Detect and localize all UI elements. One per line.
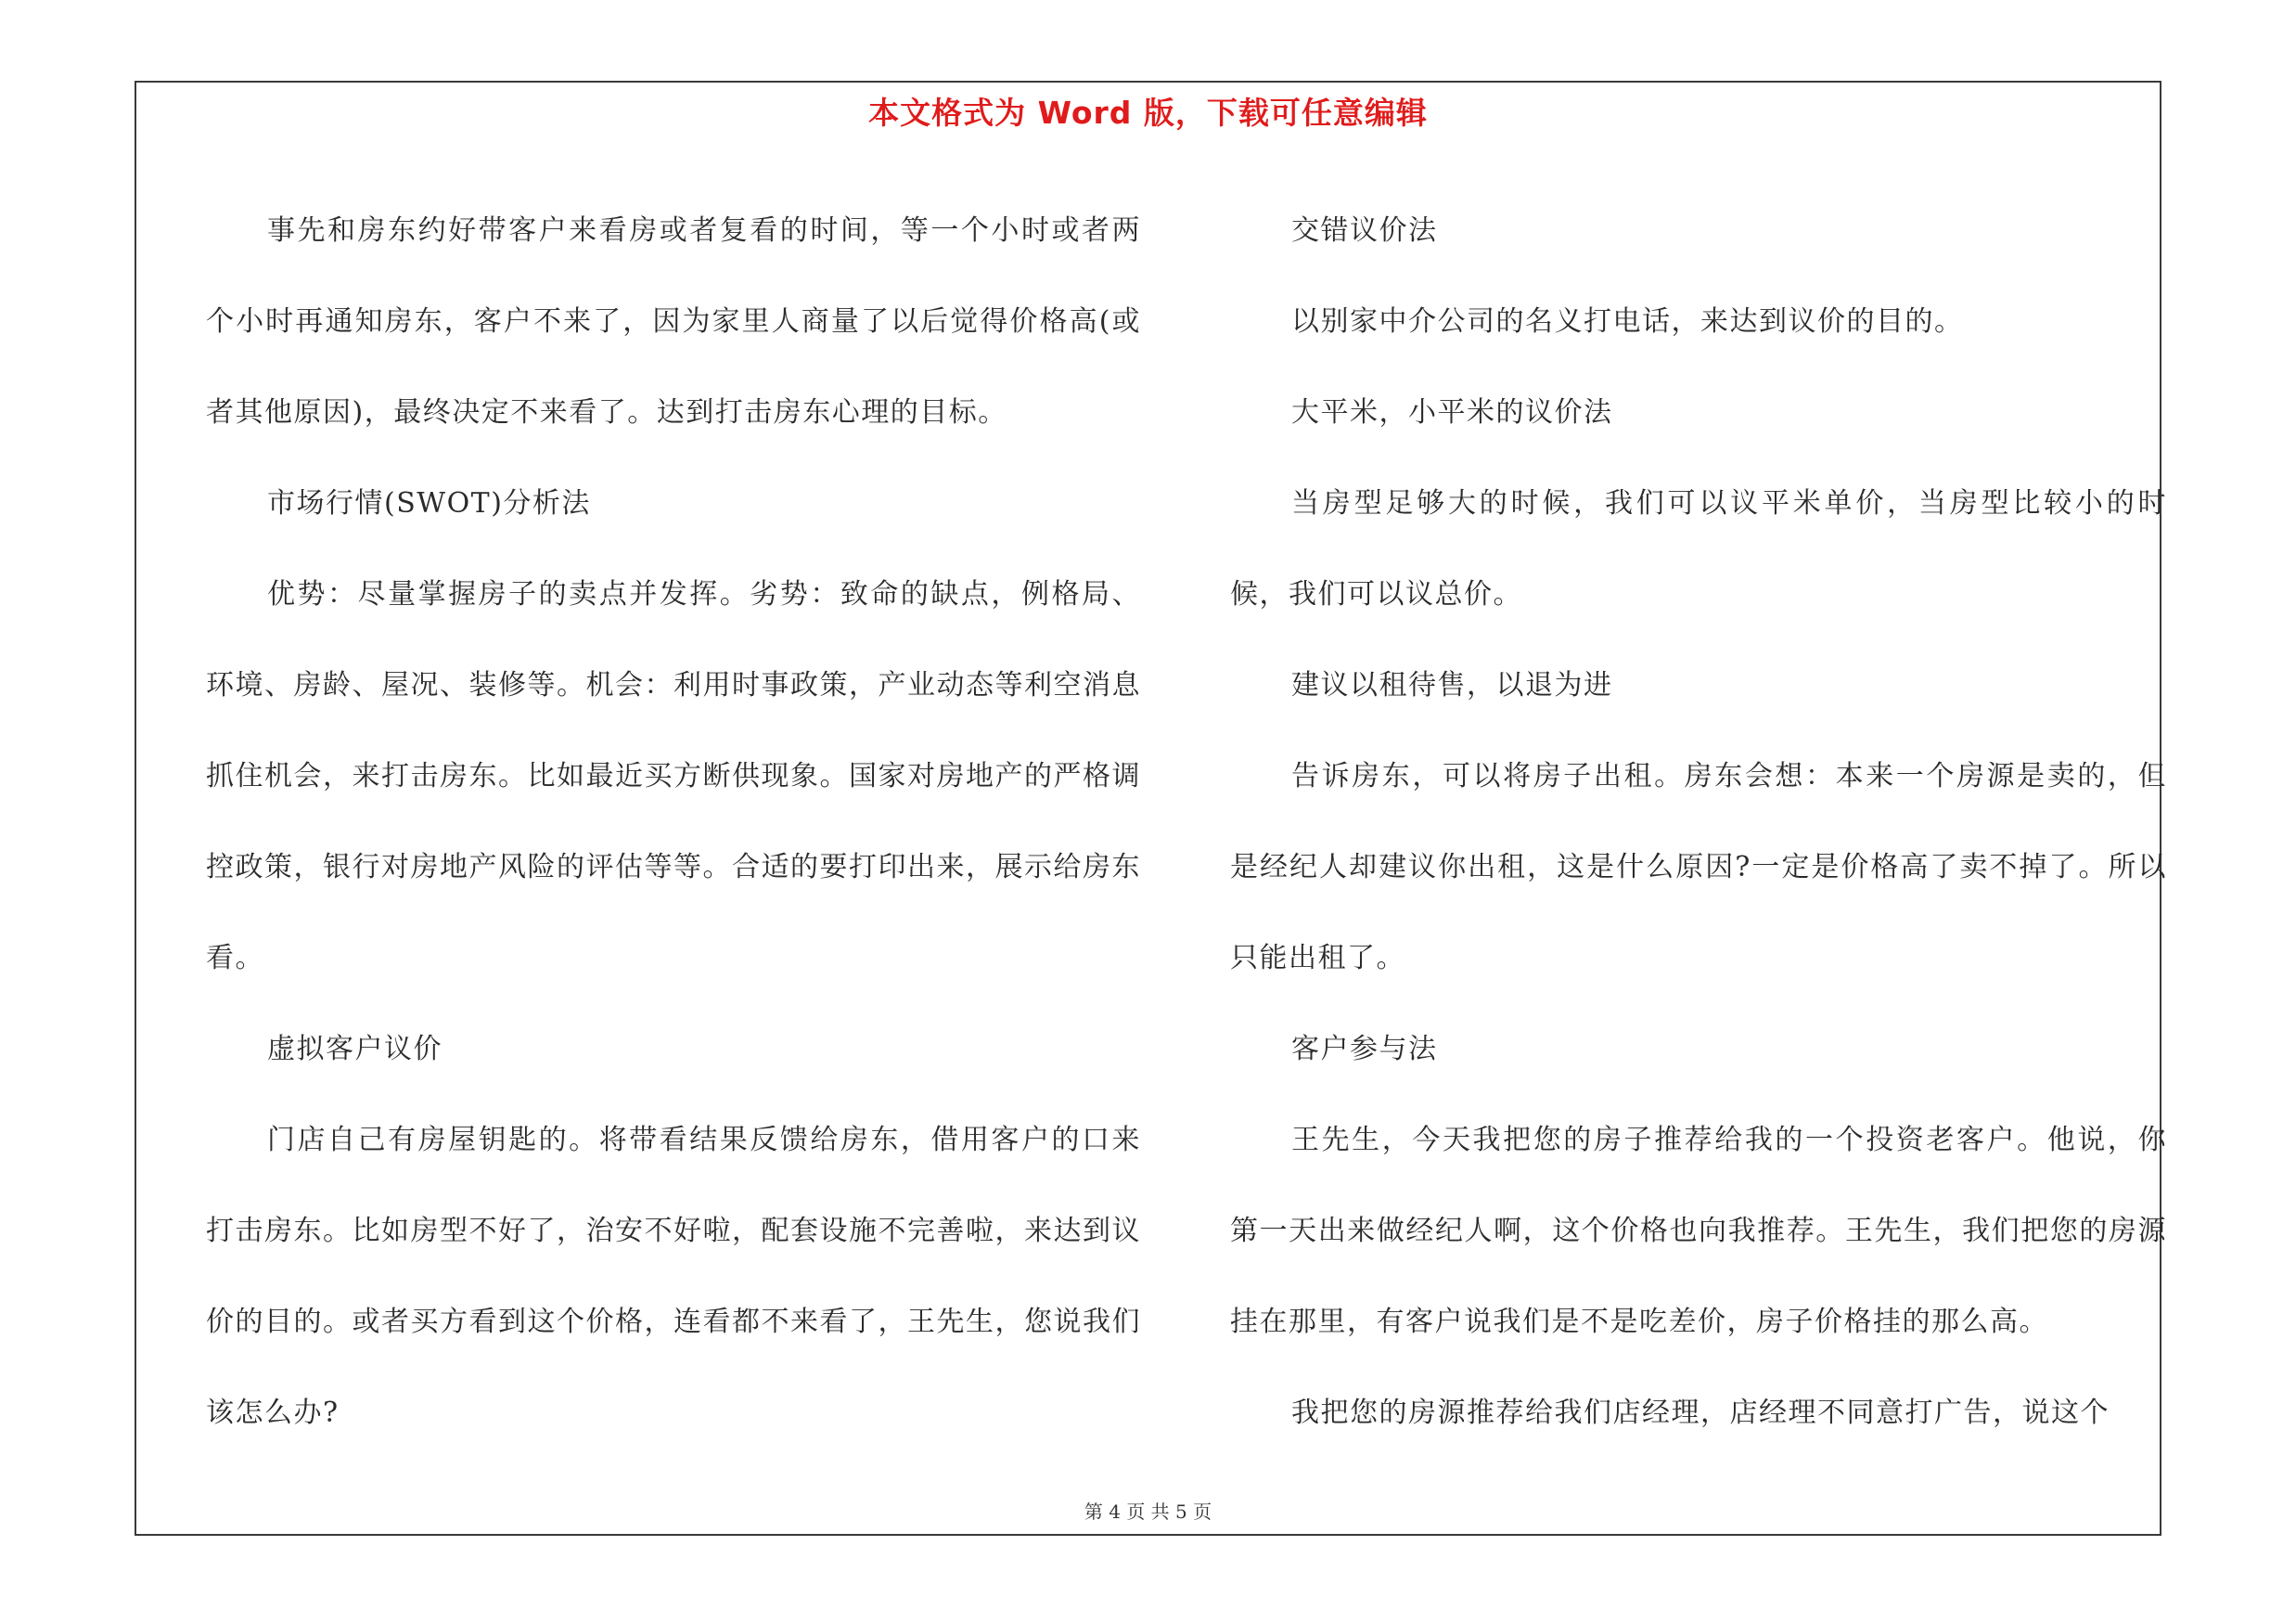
- right-text-column: [1230, 186, 2167, 1459]
- section-heading-rent-before-sale: 建议以租待售，以退为进: [1291, 669, 1613, 702]
- section-heading-client-participation: 客户参与法: [1291, 1033, 1438, 1065]
- section-heading-cross-bargain: 交错议价法: [1291, 214, 1438, 247]
- paragraph-client-participation: 王先生，今天我把您的房子推荐给我的一个投资老客户。他说，你第一天出来做经纪人啊，这个价格也向我推荐。王先生，我们把您的房源挂在那里，有客户说我们是不是吃差价，房子价格挂的那么高。: [1230, 1124, 2167, 1338]
- paragraph-virtual-client: 门店自己有房屋钥匙的。将带看结果反馈给房东，借用客户的口来打击房东。比如房型不好了，治安不好啦，配套设施不完善啦，来达到议价的目的。或者买方看到这个价格，连看都不来看了，王先生，您说我们该怎么办?: [206, 1124, 1141, 1429]
- paragraph-area-bargain: 当房型足够大的时候，我们可以议平米单价，当房型比较小的时候，我们可以议总价。: [1230, 487, 2167, 611]
- paragraph-cross-bargain: 以别家中介公司的名义打电话，来达到议价的目的。: [1291, 305, 1964, 338]
- section-heading-virtual-client: 虚拟客户议价: [267, 1033, 443, 1065]
- left-text-column: [206, 186, 1141, 1459]
- paragraph-store-manager: 我把您的房源推荐给我们店经理，店经理不同意打广告，说这个: [1291, 1397, 2110, 1429]
- paragraph-swot-analysis: 优势：尽量掌握房子的卖点并发挥。劣势：致命的缺点，例格局、环境、房龄、屋况、装修等。机会：利用时事政策，产业动态等利空消息抓住机会，来打击房东。比如最近买方断供现象。国家对房地产的严格调控政策，银行对房地产风险的评估等等。合适的要打印出来，展示给房东看。: [206, 578, 1141, 974]
- paragraph-appointment-tactic: 事先和房东约好带客户来看房或者复看的时间，等一个小时或者两个小时再通知房东，客户不来了，因为家里人商量了以后觉得价格高(或者其他原因)，最终决定不来看了。达到打击房东心理的目标。: [206, 214, 1141, 429]
- page-number-footer: 第 4 页 共 5 页: [1084, 1501, 1212, 1523]
- section-heading-area-bargain: 大平米，小平米的议价法: [1291, 396, 1613, 429]
- section-heading-swot: 市场行情(SWOT)分析法: [267, 487, 591, 520]
- word-format-banner: 本文格式为 Word 版，下载可任意编辑: [868, 95, 1428, 131]
- paragraph-rent-before-sale: 告诉房东，可以将房子出租。房东会想：本来一个房源是卖的，但是经纪人却建议你出租，这是什么原因?一定是价格高了卖不掉了。所以只能出租了。: [1230, 760, 2167, 974]
